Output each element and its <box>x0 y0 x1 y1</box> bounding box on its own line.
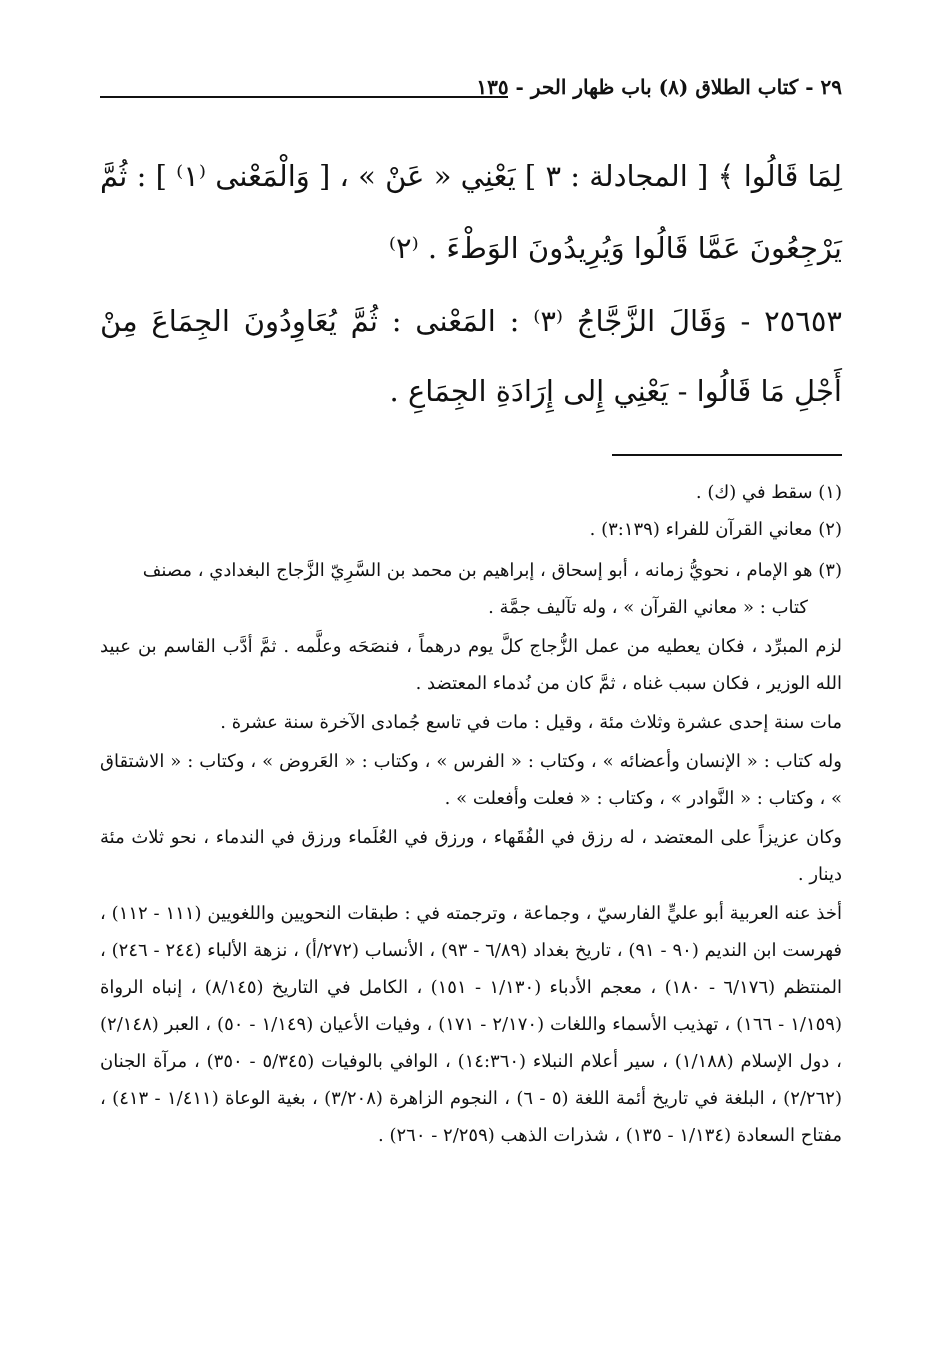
footnote-3-intro: (٣) هو الإمام ، نحويُّ زمانه ، أبو إسحاق ، إبراهيم بن محمد بن السَّرِيّ الزَّجاج البغدادي ، مصنف <box>142 560 842 581</box>
running-title: ٢٩ - كتاب الطلاق (٨) باب ظهار الحر - ١٣٥ <box>476 75 842 99</box>
footnote-3 <box>100 552 842 1154</box>
footnote-3-paragraph: مات سنة إحدى عشرة وثلاث مئة ، وقيل : مات في تاسع جُمادى الآخرة سنة عشرة . <box>220 712 842 733</box>
header-rule <box>100 96 508 98</box>
footnote-3-book: كتاب : « معاني القرآن » ، وله تآليف جمَّة . <box>488 597 808 618</box>
footnotes <box>100 474 842 1154</box>
footnote-3-paragraph: لزم المبرِّد ، فكان يعطيه من عمل الزُّجاج كلَّ يوم درهماً ، فنصَحَه وعلَّمه . ثمَّ أدَّب القاسم بن عبيد الله الوزير ، فكان سبب غناه ، ثمَّ كان من نُدماء المعتضد . <box>100 636 842 694</box>
main-text <box>100 140 842 426</box>
main-paragraph-1: لِمَا قَالُوا ﴾ [ المجادلة : ٣ ] يَعْنِي « عَنْ » ، [ وَالْمَعْنى ⁽١⁾ ] : ثُمَّ يَرْجِعُونَ عَمَّا قَالُوا وَيُرِيدُونَ الوَطْءَ . ⁽٢⁾ <box>100 159 842 265</box>
footnote-3-paragraph: وكان عزيزاً على المعتضد ، له رزق في الفُقَهاء ، ورزق في العُلَماء ورزق في الندماء ، نحو ثلاث مئة دينار . <box>100 827 842 885</box>
main-paragraph-2: ٢٥٦٥٣ - وَقَالَ الزَّجَّاجُ ⁽٣⁾ : المَعْنى : ثُمَّ يُعَاوِدُونَ الجِمَاعَ مِنْ أَجْلِ مَا قَالُوا - يَعْنِي إِلى إِرَادَةِ الجِمَاعِ . <box>100 304 842 408</box>
footnote-separator <box>612 454 842 456</box>
footnote-1: (١) سقط في (ك) . <box>695 482 842 503</box>
footnote-3-paragraph: وله كتاب : « الإنسان وأعضائه » ، وكتاب : « الفرس » ، وكتاب : « العَروض » ، وكتاب : « الاشتقاق » ، وكتاب : « النَّوادر » ، وكتاب : « فعلت وأفعلت » . <box>100 751 842 809</box>
footnote-3-references: أخذ عنه العربية أبو عليٍّ الفارسيّ ، وجماعة ، وترجمته في : طبقات النحويين واللغويين (١١١ - ١١٢) ، فهرست ابن النديم (٩٠ - ٩١) ، تاريخ بغداد (٦/٨٩ - ٩٣) ، الأنساب (٢٧٢/أ) ، نزهة الألباء (٢٤٤ - ٢٤٦) ، المنتظم (٦/١٧٦ - ١٨٠) ، معجم الأدباء (١/١٣٠ - ١٥١) ، الكامل في التاريخ (٨/١٤٥) ، إنباه الرواة (١/١٥٩ - ١٦٦) ، تهذيب الأسماء واللغات (٢/١٧٠ - ١٧١) ، وفيات الأعيان (١/١٤٩ - ٥٠) ، العبر (٢/١٤٨) ، دول الإسلام (١/١٨٨) ، سير أعلام النبلاء (١٤:٣٦٠) ، الوافي بالوفيات (٥/٣٤٥ - ٣٥٠) ، مرآة الجنان (٢/٢٦٢) ، البلغة في تاريخ أئمة اللغة (٥ - ٦) ، النجوم الزاهرة (٣/٢٠٨) ، بغية الوعاة (١/٤١١ - ٤١٣) ، مفتاح السعادة (١/١٣٤ - ١٣٥) ، شذرات الذهب (٢/٢٥٩ - ٢٦٠) . <box>100 903 843 1146</box>
page-header <box>100 72 842 106</box>
footnote-2: (٢) معاني القرآن للفراء (٣:١٣٩) . <box>589 519 842 540</box>
